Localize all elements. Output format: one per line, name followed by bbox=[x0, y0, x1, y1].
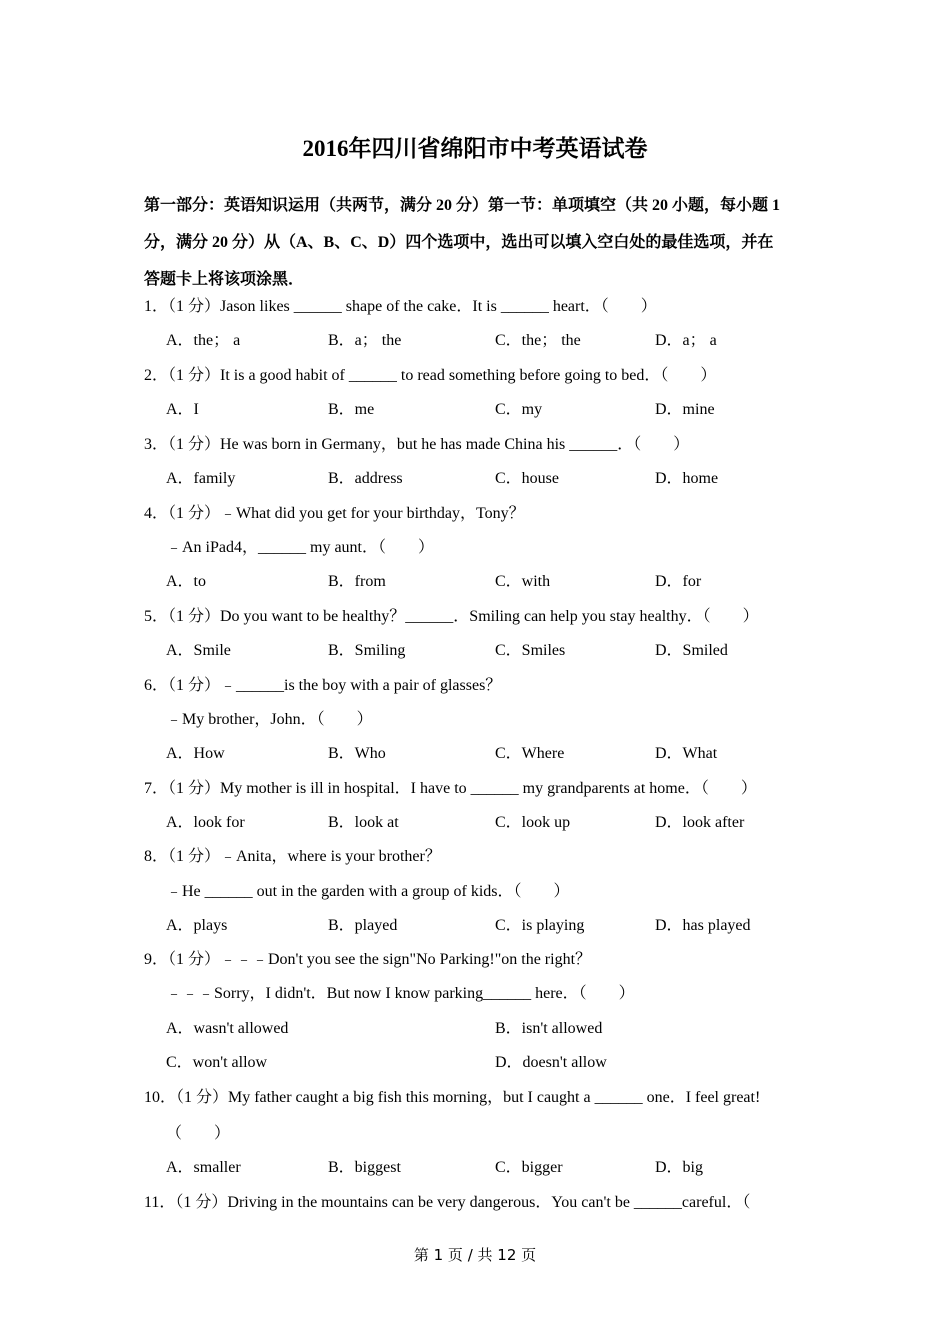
question-2-stem: 2．（1 分）It is a good habit of ______ to read something before going to bed．（ ） bbox=[144, 367, 717, 384]
question-7-option-a: A．look for bbox=[166, 814, 245, 831]
page-footer: 第 1 页 / 共 12 页 bbox=[413, 1246, 537, 1264]
question-1-option-b: B．a； the bbox=[328, 332, 402, 349]
question-6-option-d: D．What bbox=[655, 745, 718, 762]
question-6-stem-line-2: ﹣My brother，John．（ ） bbox=[166, 711, 373, 728]
question-1-option-a: A．the； a bbox=[166, 332, 241, 349]
question-10-option-d: D．big bbox=[655, 1159, 704, 1176]
question-2-option-b: B．me bbox=[328, 401, 375, 418]
section-instructions bbox=[144, 187, 814, 298]
question-6-option-a: A．How bbox=[166, 745, 225, 762]
question-7-option-d: D．look after bbox=[655, 814, 745, 831]
question-7-option-c: C．look up bbox=[495, 814, 571, 831]
question-10-option-b: B．biggest bbox=[328, 1159, 401, 1176]
question-10-option-a: A．smaller bbox=[166, 1159, 241, 1176]
question-9-option-c: C．won't allow bbox=[166, 1054, 268, 1071]
question-9-stem: 9．（1 分）﹣﹣﹣Don't you see the sign"No Parking!"on the right？ bbox=[144, 951, 592, 968]
question-7-option-b: B．look at bbox=[328, 814, 399, 831]
instruction-line: 分，满分 20 分）从（A、B、C、D）四个选项中，选出可以填入空白处的最佳选项，并在 bbox=[144, 234, 774, 251]
question-8-option-d: D．has played bbox=[655, 917, 751, 934]
question-1-stem: 1．（1 分）Jason likes ______ shape of the cake．It is ______ heart．（ ） bbox=[144, 298, 657, 315]
question-9-option-b: B．isn't allowed bbox=[495, 1020, 603, 1037]
question-5-option-a: A．Smile bbox=[166, 642, 231, 659]
question-2-option-c: C．my bbox=[495, 401, 543, 418]
question-10-stem: 10．（1 分）My father caught a big fish this morning，but I caught a ______ one．I feel great! bbox=[144, 1089, 761, 1106]
question-5-option-b: B．Smiling bbox=[328, 642, 406, 659]
question-7-stem: 7．（1 分）My mother is ill in hospital．I have to ______ my grandparents at home．（ ） bbox=[144, 780, 757, 797]
question-8-option-c: C．is playing bbox=[495, 917, 585, 934]
question-9-option-a: A．wasn't allowed bbox=[166, 1020, 289, 1037]
question-3-option-c: C．house bbox=[495, 470, 560, 487]
question-11-stem: 11．（1 分）Driving in the mountains can be very dangerous．You can't be ______careful．（ bbox=[144, 1194, 751, 1211]
instruction-line: 答题卡上将该项涂黑． bbox=[144, 271, 305, 288]
question-8-stem: 8．（1 分）﹣Anita，where is your brother？ bbox=[144, 848, 441, 865]
question-5-option-d: D．Smiled bbox=[655, 642, 728, 659]
question-6-option-b: B．Who bbox=[328, 745, 386, 762]
question-6-stem: 6．（1 分）﹣______is the boy with a pair of glasses？ bbox=[144, 677, 502, 694]
question-3-option-a: A．family bbox=[166, 470, 236, 487]
question-8-stem-line-2: ﹣He ______ out in the garden with a group of kids．（ ） bbox=[166, 883, 570, 900]
question-10-option-c: C．bigger bbox=[495, 1159, 563, 1176]
question-2-option-a: A．I bbox=[166, 401, 199, 418]
question-3-option-b: B．address bbox=[328, 470, 403, 487]
question-3-option-d: D．home bbox=[655, 470, 719, 487]
question-4-option-c: C．with bbox=[495, 573, 551, 590]
question-5-option-c: C．Smiles bbox=[495, 642, 566, 659]
question-1-option-c: C．the； the bbox=[495, 332, 581, 349]
question-4-option-a: A．to bbox=[166, 573, 207, 590]
question-5-stem: 5．（1 分）Do you want to be healthy？______．Smiling can help you stay healthy．（ ） bbox=[144, 608, 759, 625]
instruction-line: 第一部分：英语知识运用（共两节，满分 20 分）第一节：单项填空（共 20 小题，每小题 1 bbox=[144, 197, 781, 214]
question-4-option-b: B．from bbox=[328, 573, 386, 590]
question-1-option-d: D．a； a bbox=[655, 332, 717, 349]
question-9-option-d: D．doesn't allow bbox=[495, 1054, 607, 1071]
question-6-option-c: C．Where bbox=[495, 745, 565, 762]
question-8-option-a: A．plays bbox=[166, 917, 228, 934]
question-4-option-d: D．for bbox=[655, 573, 702, 590]
question-10-answer-bracket: （ ） bbox=[166, 1125, 231, 1142]
question-9-stem-line-2: ﹣﹣﹣Sorry，I didn't．But now I know parking______ here．（ ） bbox=[166, 985, 635, 1002]
question-4-stem: 4．（1 分）﹣What did you get for your birthday，Tony？ bbox=[144, 505, 525, 522]
question-8-option-b: B．played bbox=[328, 917, 398, 934]
question-4-stem-line-2: ﹣An iPad4，______ my aunt．（ ） bbox=[166, 539, 434, 556]
question-2-option-d: D．mine bbox=[655, 401, 715, 418]
question-3-stem: 3．（1 分）He was born in Germany，but he has made China his ______．（ ） bbox=[144, 436, 690, 453]
page-title: 2016年四川省绵阳市中考英语试卷 bbox=[302, 136, 648, 161]
